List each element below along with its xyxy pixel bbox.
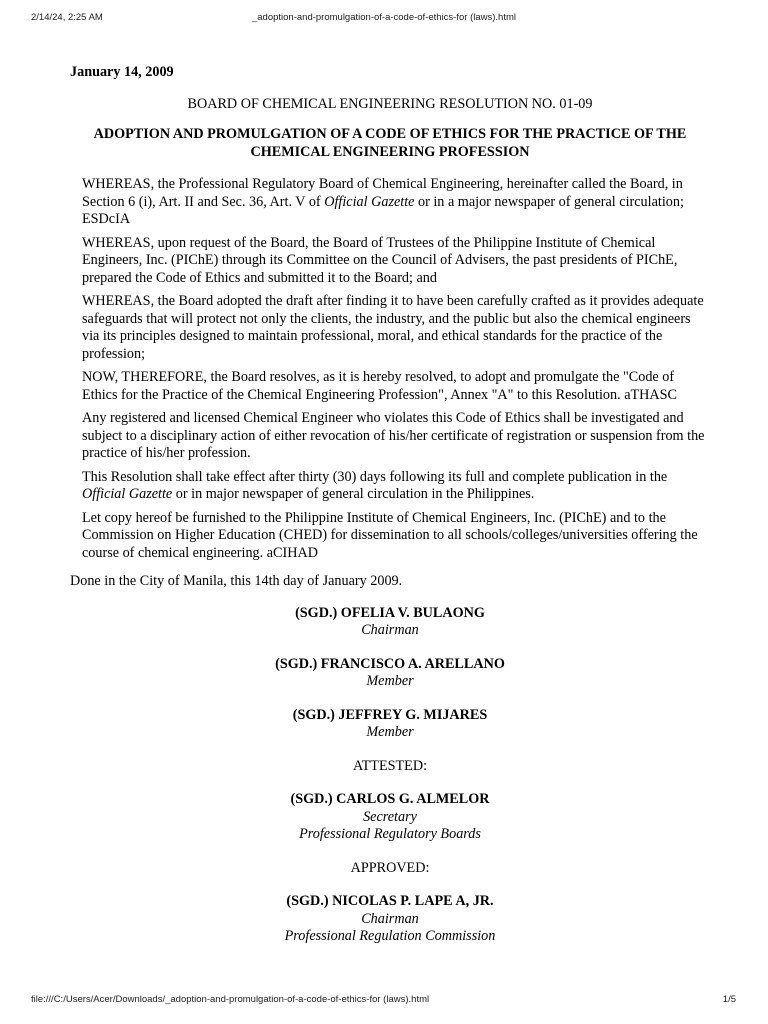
signatory-name: (SGD.) FRANCISCO A. ARELLANO bbox=[275, 655, 505, 672]
paragraph-1-text-a: WHEREAS, the Professional Regulatory Board of Chemical Engineering, hereinafter called the Board, in Section 6 (i), Art. II and Sec. 36, Art. V of bbox=[82, 176, 683, 210]
signatory-name: (SGD.) NICOLAS P. LAPE A, JR. bbox=[286, 893, 494, 909]
document-date: January 14, 2009 bbox=[70, 64, 174, 80]
official-gazette-ref: Official Gazette bbox=[82, 486, 173, 502]
print-file-path: file:///C:/Users/Acer/Downloads/_adoption-and-promulgation-of-a-code-of-ethics-for (laws).html bbox=[31, 994, 430, 1005]
paragraph-1 bbox=[82, 176, 710, 229]
paragraph-5: Any registered and licensed Chemical Engineer who violates this Code of Ethics shall be investigated and subject to a disciplinary action of either revocation of his/her certificate of registration or suspension from the practice of his/her profession. bbox=[82, 410, 705, 461]
paragraph-2: WHEREAS, upon request of the Board, the Board of Trustees of the Philippine Institute of Chemical Engineers, Inc. (PIChE) through its Committee on the Council of Advisers, the past presidents of PIChE, prepared the Code of Ethics and submitted it to the Board; and bbox=[82, 234, 678, 286]
signatory-role: Member bbox=[366, 724, 414, 740]
paragraph-7: Let copy hereof be furnished to the Philippine Institute of Chemical Engineers, Inc. (PIChE) and to the Commission on Higher Education (CHED) for dissemination to all schools/colleges/universities offering the course of chemical engineering. aCIHAD bbox=[82, 509, 698, 561]
paragraph-6 bbox=[82, 469, 710, 504]
print-title: _adoption-and-promulgation-of-a-code-of-ethics-for (laws).html bbox=[251, 12, 516, 23]
signatory-role: Chairman bbox=[361, 910, 419, 927]
signatory-role: Secretary bbox=[363, 808, 417, 825]
done-statement: Done in the City of Manila, this 14th day of January 2009. bbox=[70, 573, 403, 589]
signatory-name: (SGD.) OFELIA V. BULAONG bbox=[295, 604, 485, 621]
signatory-2 bbox=[70, 656, 710, 691]
whereas-clauses bbox=[70, 176, 710, 562]
signatory-3 bbox=[70, 707, 710, 742]
signatory-name: (SGD.) CARLOS G. ALMELOR bbox=[290, 791, 490, 807]
paragraph-3: WHEREAS, the Board adopted the draft after finding it to have been carefully crafted as it provides adequate safeguards that will protect not only the clients, the industry, and the public but also the chemical engineers via its principles designed to maintain professional, moral, and ethical standards for the practice of the profession; bbox=[82, 293, 704, 362]
resolution-number: BOARD OF CHEMICAL ENGINEERING RESOLUTION NO. 01-09 bbox=[187, 95, 593, 112]
approved-label: APPROVED: bbox=[350, 859, 430, 876]
paragraph-6-text-b: or in major newspaper of general circulation in the Philippines. bbox=[172, 486, 535, 502]
document-body bbox=[70, 64, 710, 962]
print-datetime: 2/14/24, 2:25 AM bbox=[31, 12, 103, 23]
signatory-role: Chairman bbox=[361, 622, 419, 638]
paragraph-4: NOW, THEREFORE, the Board resolves, as it is hereby resolved, to adopt and promulgate the "Code of Ethics for the Practice of the Chemical Engineering Profession", Annex "A" to this Resolution. aTHASC bbox=[82, 369, 678, 403]
signatory-name: (SGD.) JEFFREY G. MIJARES bbox=[292, 706, 488, 723]
document-title: ADOPTION AND PROMULGATION OF A CODE OF ETHICS FOR THE PRACTICE OF THE CHEMICAL ENGINEERING PROFESSION bbox=[93, 126, 687, 160]
signatory-office: Professional Regulatory Boards bbox=[299, 826, 481, 842]
print-page-number: 1/5 bbox=[722, 994, 736, 1005]
signatory-5 bbox=[70, 893, 710, 946]
paragraph-1-text-b: or in a major newspaper of general circulation; ESDcIA bbox=[82, 193, 684, 227]
signatory-role: Member bbox=[366, 673, 414, 689]
attested-label: ATTESTED: bbox=[352, 757, 428, 774]
signatory-office: Professional Regulation Commission bbox=[284, 928, 496, 944]
signatory-1 bbox=[70, 605, 710, 640]
paragraph-6-text-a: This Resolution shall take effect after thirty (30) days following its full and complete publication in the bbox=[82, 468, 668, 485]
signatory-4 bbox=[70, 791, 710, 844]
official-gazette-ref: Official Gazette bbox=[324, 193, 415, 210]
